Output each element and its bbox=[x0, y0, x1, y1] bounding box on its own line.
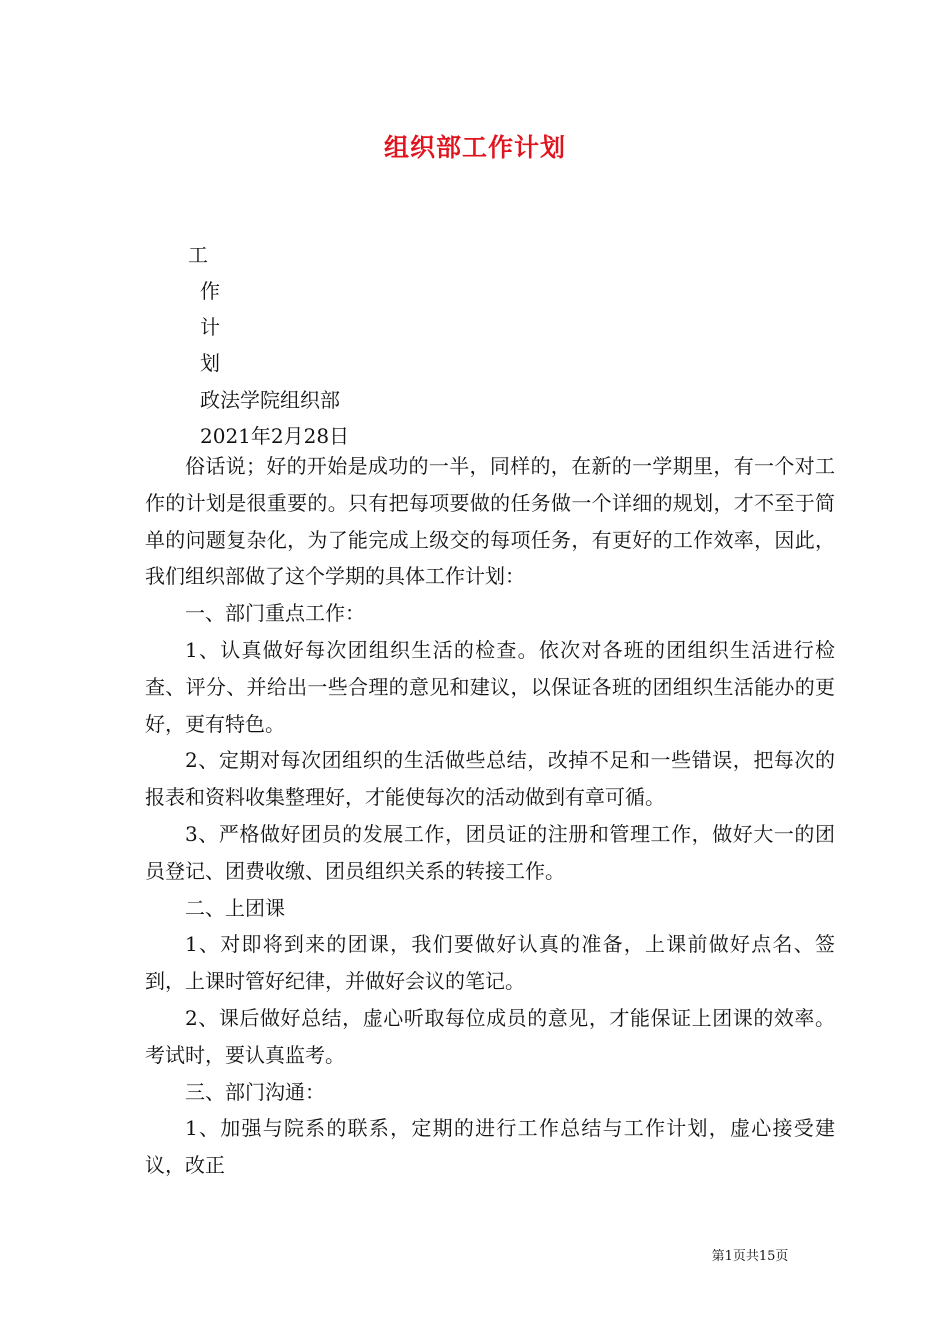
paragraph-item: 2、课后做好总结，虚心听取每位成员的意见，才能保证上团课的效率。考试时，要认真监考。 bbox=[145, 1005, 835, 1067]
page-number: 第1页共15页 bbox=[711, 1249, 789, 1264]
paragraph-item: 1、加强与院系的联系，定期的进行工作总结与工作计划，虚心接受建议，改正 bbox=[145, 1116, 835, 1178]
header-line-4: 划 bbox=[200, 351, 220, 375]
header-line-1: 工 bbox=[188, 243, 208, 267]
document-date: 2021年2月28日 bbox=[200, 424, 350, 448]
department-name: 政法学院组织部 bbox=[200, 388, 340, 412]
header-line-2: 作 bbox=[200, 279, 220, 303]
paragraph-item: 1、对即将到来的团课，我们要做好认真的准备，上课前做好点名、签到，上课时管好纪律，并做好会议的笔记。 bbox=[145, 932, 835, 994]
section-heading-2: 二、上团课 bbox=[185, 895, 285, 920]
document-title: 组织部工作计划 bbox=[383, 133, 566, 162]
header-line-3: 计 bbox=[200, 315, 220, 339]
section-heading-3: 三、部门沟通： bbox=[185, 1079, 325, 1104]
paragraph-item: 3、严格做好团员的发展工作，团员证的注册和管理工作，做好大一的团员登记、团费收缴、团员组织关系的转接工作。 bbox=[145, 821, 835, 883]
document-body bbox=[145, 448, 835, 1184]
section-heading-1: 一、部门重点工作： bbox=[185, 601, 365, 626]
paragraph-intro: 俗话说；好的开始是成功的一半，同样的，在新的一学期里，有一个对工作的计划是很重要的。只有把每项要做的任务做一个详细的规划，才不至于简单的问题复杂化，为了能完成上级交的每项任务，有更好的工作效率，因此，我们组织部做了这个学期的具体工作计划： bbox=[145, 454, 835, 589]
paragraph-item: 2、定期对每次团组织的生活做些总结，改掉不足和一些错误，把每次的报表和资料收集整理好，才能使每次的活动做到有章可循。 bbox=[145, 748, 835, 810]
paragraph-item: 1、认真做好每次团组织生活的检查。依次对各班的团组织生活进行检查、评分、并给出一些合理的意见和建议，以保证各班的团组织生活能办的更好，更有特色。 bbox=[145, 637, 835, 736]
